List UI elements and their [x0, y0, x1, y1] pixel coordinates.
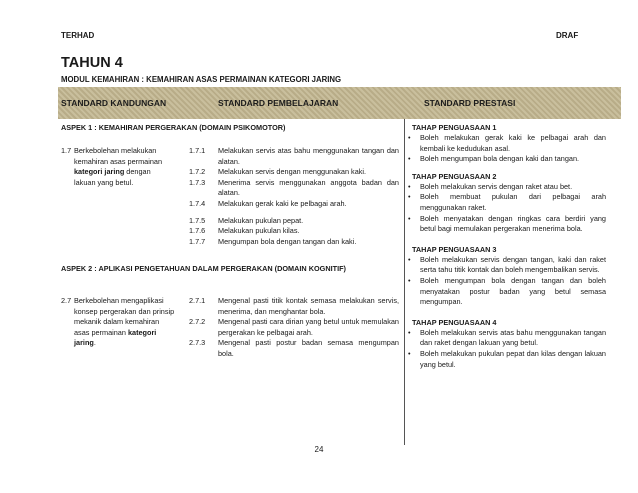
sp-text: Mengenal pasti cara dirian yang betul untuk memulakan pergerakan ke pelbagai arah.	[218, 317, 399, 337]
sp1-item	[189, 199, 399, 210]
prestasi-item: • Boleh melakukan servis dengan tangan, kaki dan raket serta tahu titik kontak dan boleh mengembalikan servis.	[408, 255, 606, 276]
sp-number: 1.7.5	[189, 215, 206, 225]
header-right-label: DRAF	[556, 31, 579, 40]
tahap-block	[408, 172, 606, 235]
sp-text: Melakukan pukulan pepat.	[218, 215, 304, 225]
sp-text: Melakukan gerak kaki ke pelbagai arah.	[218, 198, 347, 208]
sk1-text: Berkebolehan melakukan kemahiran asas permainan kategori jaring dengan lakuan yang betul.	[74, 146, 163, 187]
sp-number: 2.7.3	[189, 338, 206, 348]
prestasi-item: • Boleh melakukan servis dengan raket atau bet.	[408, 182, 606, 193]
column-header-pembelajaran: STANDARD PEMBELAJARAN	[218, 98, 339, 108]
sp-number: 2.7.1	[189, 296, 206, 305]
sk2-text: Berkebolehan mengaplikasi konsep pergerakan dan prinsip mekanik dalam kemahiran asas permainan kategori jaring.	[74, 296, 175, 348]
sp-number: 1.7.3	[189, 177, 206, 187]
prestasi-item: • Boleh mengumpan bola dengan tangan dan boleh menyatakan postur badan yang betul semasa mengumpan.	[408, 276, 606, 308]
tahap-block	[408, 318, 606, 370]
column-header-prestasi: STANDARD PRESTASI	[424, 98, 516, 108]
sp-text: Menerima servis menggunakan anggota badan dan alatan.	[218, 177, 399, 198]
module-title: MODUL KEMAHIRAN : KEMAHIRAN ASAS PERMAINAN KATEGORI JARING	[61, 75, 342, 84]
sp-text: Mengenal pasti postur badan semasa mengumpan bola.	[218, 338, 399, 358]
tahap-heading: TAHAP PENGUASAAN 4	[412, 317, 497, 327]
sp-number: 2.7.2	[189, 317, 206, 327]
page-title: TAHUN 4	[61, 55, 123, 71]
sk1-number: 1.7	[61, 146, 72, 155]
sp-text: Melakukan servis dengan menggunakan kaki.	[218, 167, 367, 177]
sk2-number: 2.7	[61, 296, 72, 305]
prestasi-item: • Boleh melakukan pukulan pepat dan kilas dengan lakuan yang betul.	[408, 349, 606, 370]
column-divider	[404, 119, 405, 445]
tahap-heading: TAHAP PENGUASAAN 1	[412, 123, 497, 132]
tahap-block	[408, 245, 606, 308]
sp1-item	[189, 226, 399, 237]
tahap-heading: TAHAP PENGUASAAN 2	[412, 171, 497, 181]
aspek-1-heading: ASPEK 1 : KEMAHIRAN PERGERAKAN (DOMAIN PSIKOMOTOR)	[61, 123, 286, 132]
header-left-label: TERHAD	[61, 31, 95, 40]
prestasi-column	[408, 123, 606, 370]
column-header-kandungan: STANDARD KANDUNGAN	[61, 98, 167, 108]
tahap-heading: TAHAP PENGUASAAN 3	[412, 244, 497, 254]
column-header-band	[58, 87, 621, 119]
sp1-item	[189, 178, 399, 199]
prestasi-item: • Boleh melakukan gerak kaki ke pelbagai arah dan kembali ke kedudukan asal.	[408, 133, 606, 154]
sp2-item	[189, 317, 399, 338]
page-number: 24	[314, 445, 324, 454]
prestasi-item: • Boleh melakukan servis atas bahu menggunakan tangan dan raket dengan lakuan yang betul.	[408, 328, 606, 349]
sp-number: 1.7.6	[189, 226, 206, 236]
sp2-item	[189, 296, 399, 317]
prestasi-item: • Boleh menyatakan dengan ringkas cara berdiri yang betul bagi memulakan pergerakan menerima bola.	[408, 214, 606, 235]
sp-text: Mengenal pasti titik kontak semasa melakukan servis, menerima, dan menghantar bola.	[218, 296, 399, 316]
sp2-item	[189, 338, 399, 359]
prestasi-item: • Boleh mengumpan bola dengan kaki dan tangan.	[408, 154, 606, 165]
sp1-list	[189, 146, 399, 247]
sp2-list	[189, 296, 399, 360]
sp-text: Melakukan pukulan kilas.	[218, 226, 300, 236]
sp-number: 1.7.7	[189, 236, 206, 246]
sp-number: 1.7.1	[189, 146, 206, 155]
sp1-item	[189, 146, 399, 167]
sp1-item	[189, 237, 399, 248]
prestasi-item: • Boleh membuat pukulan dari pelbagai arah menggunakan raket.	[408, 192, 606, 213]
sp-number: 1.7.2	[189, 167, 206, 177]
sp-text: Mengumpan bola dengan tangan dan kaki.	[218, 236, 357, 246]
sp1-item	[189, 167, 399, 178]
sp-number: 1.7.4	[189, 198, 206, 208]
sp-text: Melakukan servis atas bahu menggunakan tangan dan alatan.	[218, 146, 399, 166]
tahap-block	[408, 123, 606, 165]
aspek-2-heading: ASPEK 2 : APLIKASI PENGETAHUAN DALAM PERGERAKAN (DOMAIN KOGNITIF)	[61, 264, 346, 273]
sp1-item	[189, 216, 399, 227]
